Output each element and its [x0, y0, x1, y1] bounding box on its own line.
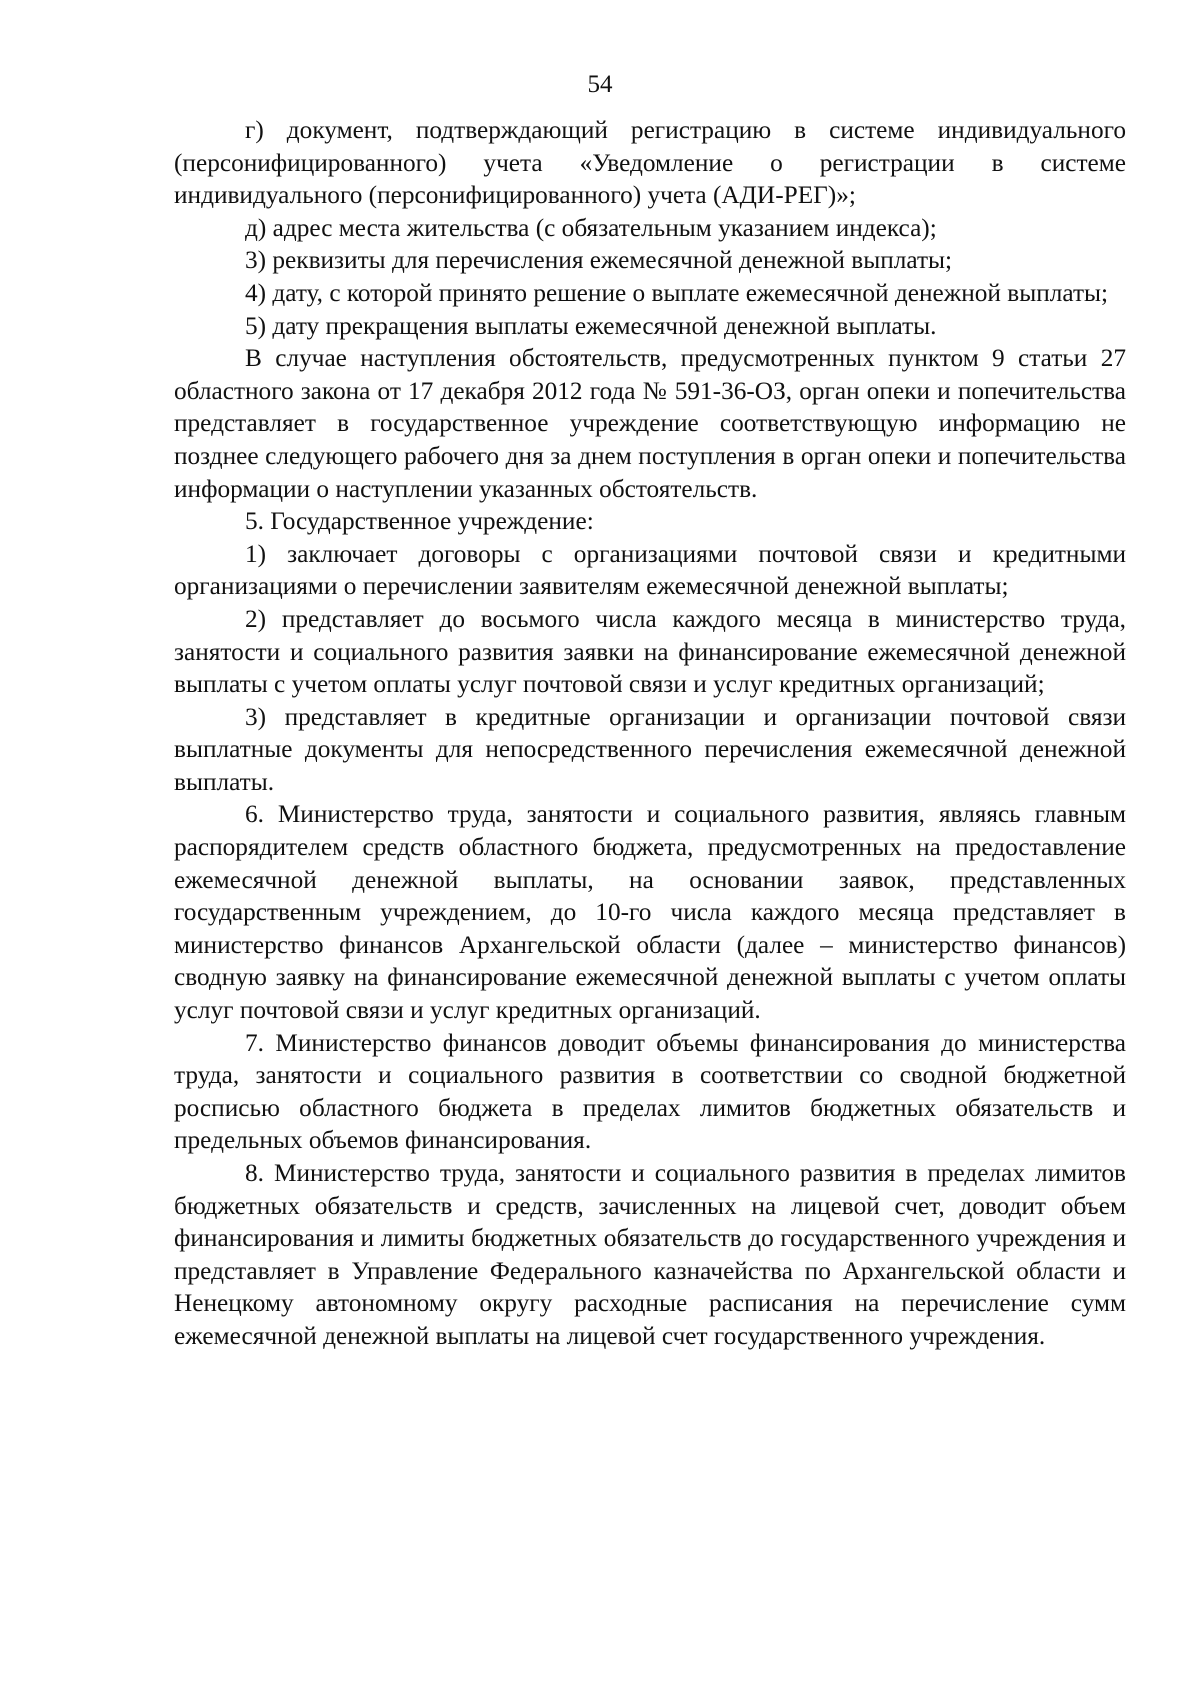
paragraph-5-end-date: 5) дату прекращения выплаты ежемесячной денежной выплаты.: [245, 311, 937, 340]
section-8-financing-limits: 8. Министерство труда, занятости и социального развития в пределах лимитов бюджетных обязательств и средств, зачисленных на лицевой счет, доводит объем финансирования и лимиты бюджетных обязательств до государственного учреждения и представляет в Управление Федерального казначейства по Архангельской области и Ненецкому автономному округу расходные расписания на перечисление сумм ежемесячной денежной выплаты на лицевой счет государственного учреждения.: [174, 1159, 1126, 1350]
document-body: [174, 114, 1126, 1353]
paragraph-5-3-payment-documents: 3) представляет в кредитные организации и организации почтовой связи выплатные документы для непосредственного перечисления ежемесячной денежной выплаты.: [174, 702, 1126, 796]
paragraph-3-payment-details: 3) реквизиты для перечисления ежемесячной денежной выплаты;: [245, 246, 953, 275]
paragraph-5-2-requests: 2) представляет до восьмого числа каждого месяца в министерство труда, занятости и социального развития заявки на финансирование ежемесячной денежной выплаты с учетом оплаты услуг почтовой связи и услуг кредитных организаций;: [174, 604, 1126, 699]
paragraph-d-address: д) адрес места жительства (с обязательным указанием индекса);: [245, 213, 937, 242]
paragraph-4-start-date: 4) дату, с которой принято решение о выплате ежемесячной денежной выплаты;: [245, 278, 1109, 307]
section-7-ministry-finance: 7. Министерство финансов доводит объемы финансирования до министерства труда, занятости и социального развития в соответствии со сводной бюджетной росписью областного бюджета в пределах лимитов бюджетных обязательств и предельных объемов финансирования.: [174, 1028, 1126, 1155]
paragraph-circumstances: В случае наступления обстоятельств, предусмотренных пунктом 9 статьи 27 областного закона от 17 декабря 2012 года № 591-36-ОЗ, орган опеки и попечительства представляет в государственное учреждение соответствующую информацию не позднее следующего рабочего дня за днем поступления в орган опеки и попечительства информации о наступлении указанных обстоятельств.: [174, 344, 1126, 503]
paragraph-5-1-contracts: 1) заключает договоры с организациями почтовой связи и кредитными организациями о перечислении заявителям ежемесячной денежной выплаты;: [174, 539, 1126, 601]
page-number: 54: [587, 71, 613, 98]
section-6-ministry-labor: 6. Министерство труда, занятости и социального развития, являясь главным распорядителем средств областного бюджета, предусмотренных на предоставление ежемесячной денежной выплаты, на основании заявок, представленных государственным учреждением, до 10-го числа каждого месяца представляет в министерство финансов Архангельской области (далее – министерство финансов) сводную заявку на финансирование ежемесячной денежной выплаты с учетом оплаты услуг почтовой связи и услуг кредитных организаций.: [174, 800, 1126, 1025]
paragraph-g-document-adi-reg: г) документ, подтверждающий регистрацию в системе индивидуального (персонифицированного) учета «Уведомление о регистрации в системе индивидуального (персонифицированного) учета (АДИ-РЕГ)»;: [174, 116, 1126, 210]
section-5-heading: 5. Государственное учреждение:: [245, 507, 594, 536]
